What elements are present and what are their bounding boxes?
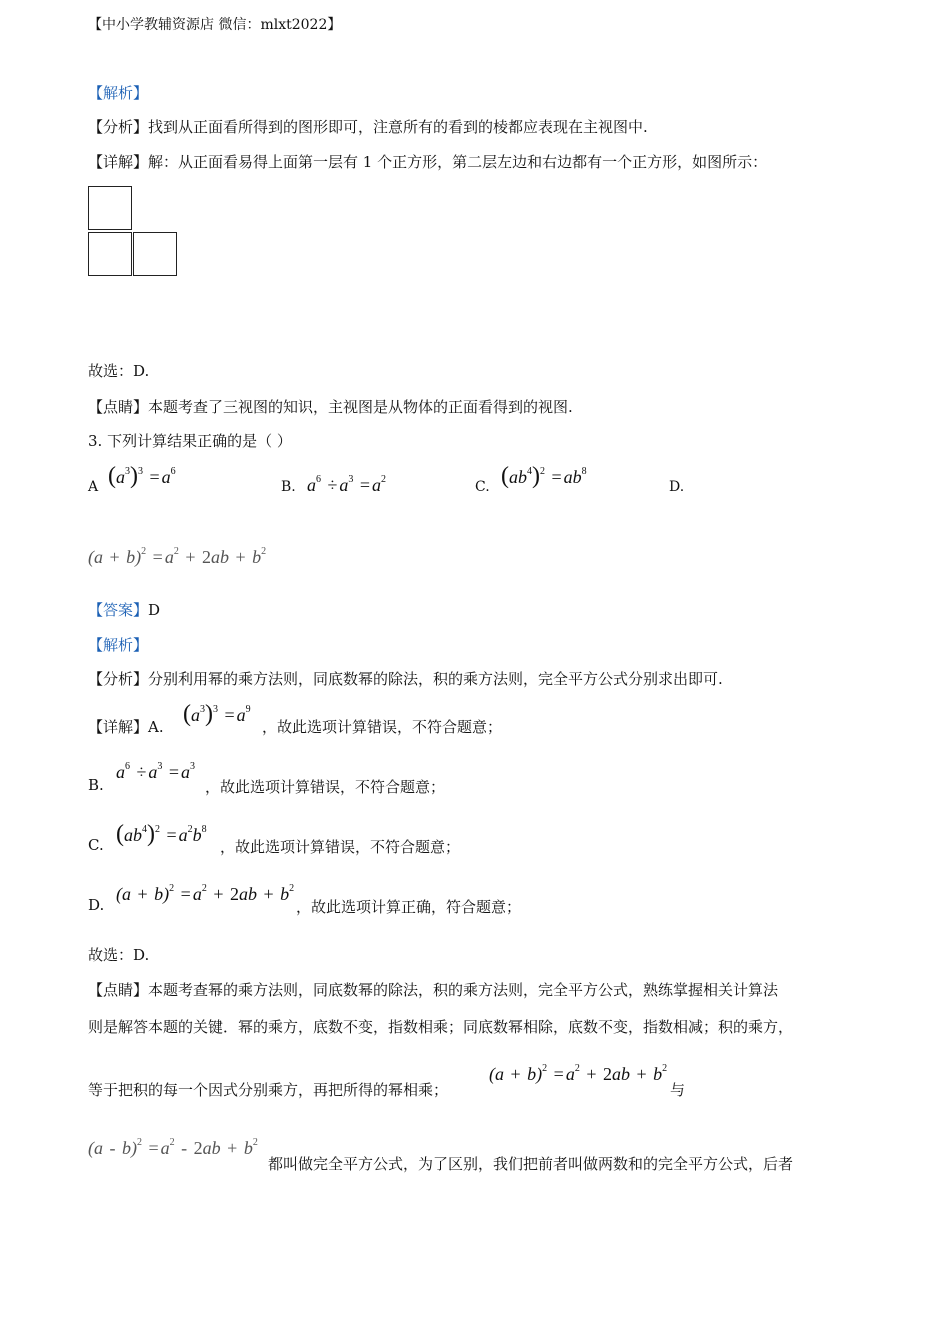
option-b-formula: $a^6 \div a^3 = a^2$ bbox=[307, 474, 387, 495]
detail-c-label: C. bbox=[88, 836, 104, 854]
dianjing-line-4: 都叫做完全平方公式，为了区别，我们把前者叫做两数和的完全平方公式，后者 bbox=[268, 1155, 794, 1173]
answer-value: D bbox=[148, 601, 161, 619]
answer-line bbox=[88, 599, 160, 620]
square-top bbox=[88, 186, 132, 230]
fenxi-paragraph-q3: 【分析】分别利用幂的乘方法则，同底数幂的除法，积的乘方法则，完全平方公式分别求出即可. bbox=[88, 670, 723, 688]
difference-square-formula: $(a - b)^2 = a^2 - 2ab + b^2$ bbox=[88, 1137, 258, 1158]
option-c-formula: $(ab^4)^2 = ab^8$ bbox=[501, 463, 587, 489]
answer-label: 【答案】 bbox=[88, 601, 149, 619]
question-3-stem: 3. 下列计算结果正确的是（ ） bbox=[88, 432, 292, 450]
jiexi-heading-q3: 【解析】 bbox=[88, 636, 149, 654]
dianjing-line-1: 【点睛】本题考查幂的乘方法则，同底数幂的除法，积的乘方法则，完全平方公式，熟练掌握相关计算法 bbox=[88, 981, 779, 999]
front-view-figure bbox=[88, 186, 180, 280]
detail-c-formula: $(ab^4)^2 = a^2b^8$ bbox=[116, 821, 207, 847]
guxuan-q2: 故选：D. bbox=[88, 362, 150, 380]
option-b-label: B. bbox=[281, 479, 296, 495]
dianjing-q2: 【点睛】本题考查了三视图的知识，主视图是从物体的正面看得到的视图. bbox=[88, 398, 573, 416]
dianjing-line-3-end: 与 bbox=[670, 1081, 686, 1099]
detail-b-label: B. bbox=[88, 776, 104, 794]
jiexi-heading-q2: 【解析】 bbox=[88, 84, 149, 102]
xiangjie-prefix-q3: 【详解】A. bbox=[88, 718, 164, 736]
fenxi-paragraph-q2: 【分析】找到从正面看所得到的图形即可，注意所有的看到的棱都应表现在主视图中. bbox=[88, 118, 648, 136]
square-bottom-left bbox=[88, 232, 132, 276]
detail-a-formula: $(a^3)^3 = a^9$ bbox=[183, 701, 251, 727]
sum-square-formula: $(a + b)^2 = a^2 + 2ab + b^2$ bbox=[489, 1063, 668, 1084]
detail-d-label: D. bbox=[88, 896, 105, 914]
detail-d-text: ，故此选项计算正确，符合题意； bbox=[296, 898, 522, 916]
option-d-formula: $(a + b)^2 = a^2 + 2ab + b^2$ bbox=[88, 546, 267, 567]
guxuan-q3: 故选：D. bbox=[88, 946, 150, 964]
square-bottom-right bbox=[133, 232, 177, 276]
detail-d-formula: $(a + b)^2 = a^2 + 2ab + b^2$ bbox=[116, 883, 295, 904]
dianjing-line-3: 等于把积的每一个因式分别乘方，再把所得的幂相乘； bbox=[88, 1081, 449, 1099]
option-a-formula: $(a^3)^3 = a^6$ bbox=[108, 463, 176, 489]
detail-c-text: ，故此选项计算错误，不符合题意； bbox=[220, 838, 461, 856]
xiangjie-paragraph-q2: 【详解】解：从正面看易得上面第一层有 1 个正方形，第二层左边和右边都有一个正方形，如图所示： bbox=[88, 153, 768, 171]
detail-b-text: ，故此选项计算错误，不符合题意； bbox=[205, 778, 446, 796]
dianjing-line-2: 则是解答本题的关键．幂的乘方，底数不变，指数相乘；同底数幂相除，底数不变，指数相减；积的乘方， bbox=[88, 1018, 794, 1036]
detail-b-formula: $a^6 \div a^3 = a^3$ bbox=[116, 761, 196, 782]
option-a-label: A bbox=[88, 479, 99, 495]
option-c-label: C. bbox=[475, 479, 490, 495]
page-header: 【中小学教辅资源店 微信：mlxt2022】 bbox=[88, 17, 342, 33]
option-d-label: D. bbox=[669, 479, 685, 495]
detail-a-text: ，故此选项计算错误，不符合题意； bbox=[262, 718, 503, 736]
